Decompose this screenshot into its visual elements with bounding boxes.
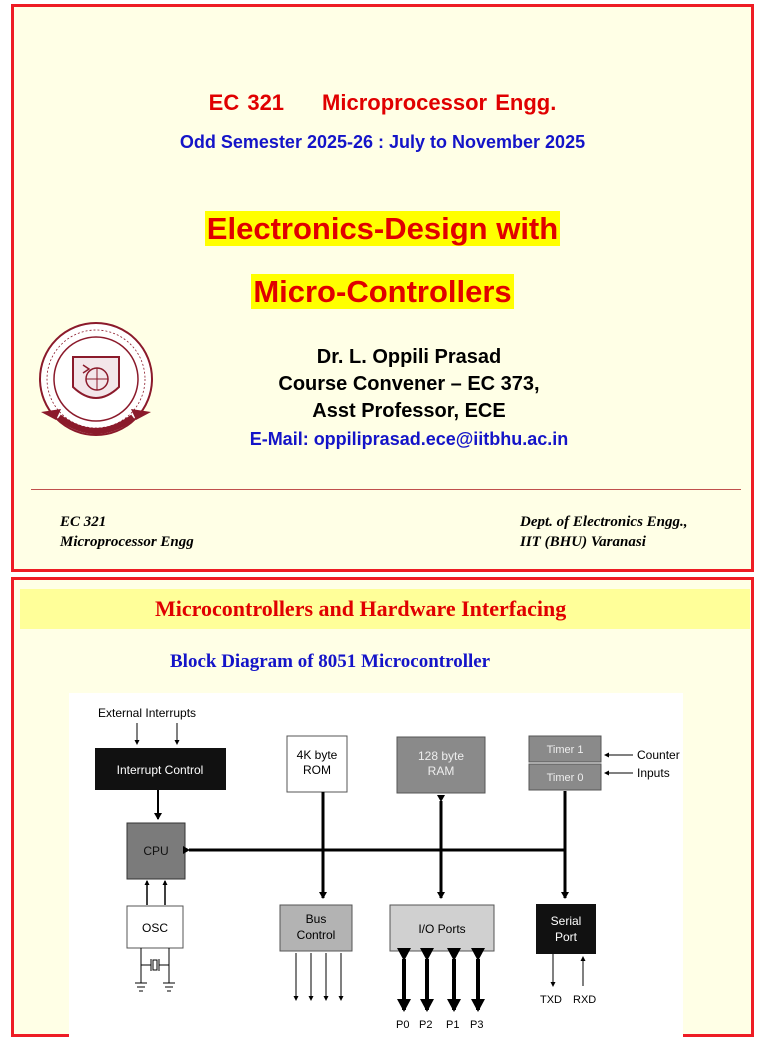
- author-email[interactable]: E-Mail: oppiliprasad.ece@iitbhu.ac.in: [249, 429, 569, 449]
- course-name: Microprocessor Engg.: [322, 90, 557, 115]
- block-diagram: [69, 693, 683, 1043]
- counter-label-line2: Inputs: [637, 766, 670, 780]
- port-p3-label: P3: [470, 1019, 484, 1031]
- serial-label-line2: Port: [554, 930, 578, 944]
- rxd-label: RXD: [573, 994, 597, 1006]
- institute-logo: [31, 317, 161, 447]
- timer0-label: Timer 0: [546, 772, 584, 784]
- main-title-line2-wrap: [14, 274, 751, 310]
- external-interrupts-label: External Interrupts: [98, 706, 197, 720]
- author-role-professor: Asst Professor, ECE: [312, 400, 506, 422]
- port-p2-label: P2: [419, 1019, 433, 1031]
- port-p0-label: P0: [396, 1019, 410, 1031]
- ram-label-line1: 128 byte: [417, 749, 465, 763]
- main-title-line1: Electronics-Design with: [206, 211, 559, 246]
- rom-label-line1: 4K byte: [296, 748, 338, 762]
- txd-label: TXD: [540, 994, 562, 1006]
- ram-label-line2: RAM: [427, 764, 455, 778]
- osc-label: OSC: [141, 921, 169, 935]
- port-p1-label: P1: [446, 1019, 460, 1031]
- io-ports-label: I/O Ports: [418, 922, 466, 936]
- main-title-line1-wrap: [14, 211, 751, 247]
- footer-course-name: Microprocessor Engg: [60, 534, 194, 550]
- interrupt-control-label: Interrupt Control: [116, 763, 204, 777]
- course-code: EC 321: [208, 90, 285, 115]
- footer-institute: IIT (BHU) Varanasi: [520, 534, 646, 550]
- footer-divider: [31, 489, 741, 490]
- footer-department: Dept. of Electronics Engg.,: [520, 514, 688, 530]
- section-banner: [20, 589, 750, 629]
- author-block: [224, 344, 594, 425]
- bus-control-label-line1: Bus: [305, 912, 327, 926]
- cpu-label: CPU: [143, 844, 169, 858]
- main-title-line2: Micro-Controllers: [253, 274, 512, 309]
- section-banner-text: Microcontrollers and Hardware Interfacing: [155, 596, 567, 621]
- diagram-subtitle: Block Diagram of 8051 Microcontroller: [170, 651, 491, 672]
- semester-line: Odd Semester 2025-26 : July to November 2025: [179, 132, 586, 152]
- footer-course-code: EC 321: [60, 514, 107, 530]
- title-slide: [11, 4, 754, 572]
- footer-right: [520, 512, 688, 552]
- serial-label-line1: Serial: [550, 914, 582, 928]
- footer-left: [60, 512, 194, 552]
- counter-label-line1: Counter: [637, 748, 680, 762]
- block-diagram-slide: [11, 577, 754, 1037]
- crystal-icon: [135, 948, 175, 991]
- serial-port-block: [536, 904, 596, 954]
- diagram-svg: [69, 693, 683, 1043]
- course-heading: [14, 90, 751, 116]
- timer1-label: Timer 1: [546, 744, 584, 756]
- author-role-convener: Course Convener – EC 373,: [278, 373, 540, 395]
- rom-label-line2: ROM: [303, 763, 331, 777]
- author-name: Dr. L. Oppili Prasad: [316, 346, 502, 368]
- bus-control-label-line2: Control: [296, 928, 336, 942]
